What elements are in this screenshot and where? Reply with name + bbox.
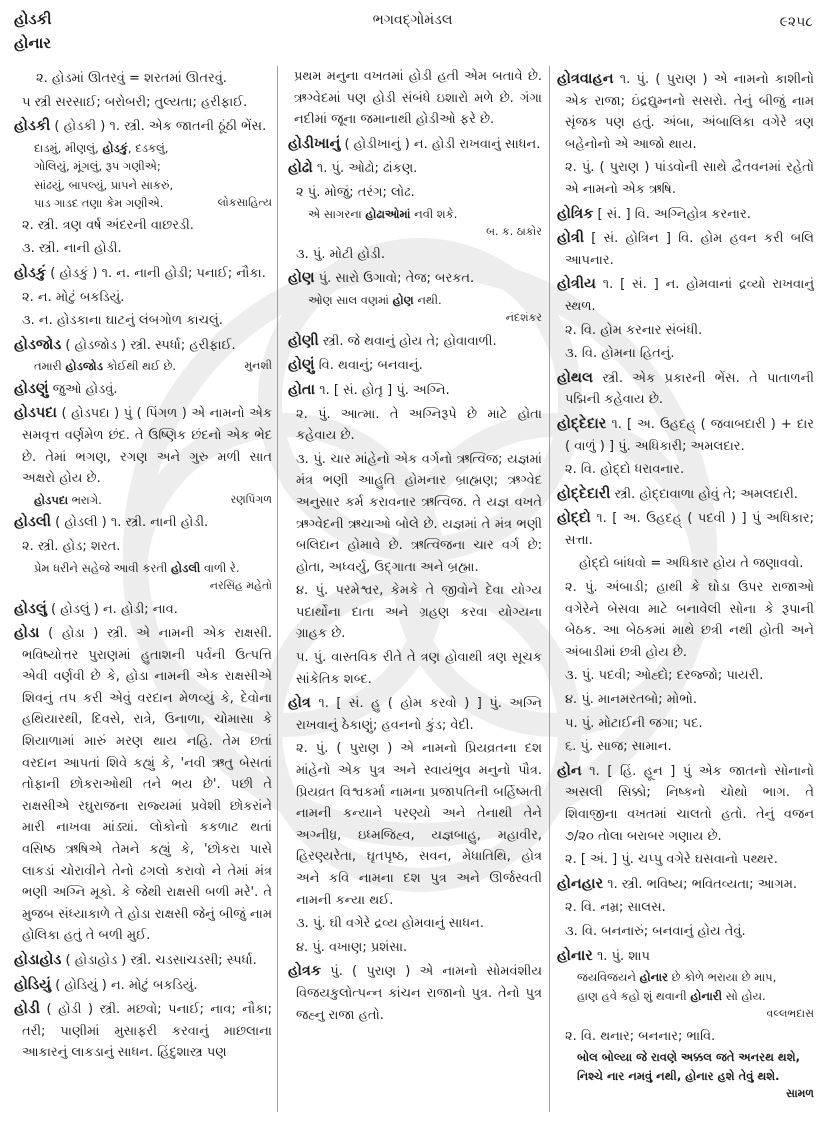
headword: હોડણું: [14, 380, 49, 397]
dictionary-entry: [14, 975, 272, 997]
sense: ૪. પું. પરમેશ્વર, કેમકે તે જીવોને દેવા યોગ્ય પદાર્થોના દાતા અને ગ્રહણ કરવા યોગ્યના ગ્રાહક છે.: [296, 583, 542, 642]
definition: [ સં. હોત્રિન ] વિ. હોમ હવન કરી બલિ આપનાર.: [565, 231, 814, 268]
headword: હોત્રક: [288, 963, 322, 980]
column-divider: [277, 66, 278, 1112]
quotation: [557, 968, 814, 1024]
quote-line: [308, 291, 542, 310]
definition: ૧. પું. ઓઢો; ઢાંકણ.: [316, 161, 418, 177]
column-middle: [288, 66, 542, 1026]
dictionary-entry: [288, 355, 542, 377]
dictionary-entry: [557, 761, 814, 847]
quote-text: સાંઢયું, બાપલ્યું, પ્રાપને સાકરું,: [34, 177, 174, 192]
dictionary-entry: [14, 999, 272, 1064]
definition: સ્ત્રી. હોદ્દાવાળા હોવું તે; અમલદારી.: [614, 486, 798, 502]
headword: હોડજોડ: [14, 336, 62, 353]
definition: ૧. [ સં. ] ન. હોમવાનાં દ્રવ્યો રાખવાનું સ્થળ.: [565, 277, 814, 314]
quotation: [557, 1048, 814, 1104]
dictionary-entry: [557, 368, 814, 411]
citation: રણપિંગળ: [230, 492, 272, 506]
sense: ૨. સ્ત્રી. હોડ; શરત.: [22, 538, 121, 554]
sense: ૩. વિ. બનનારું; બનવાનું હોય તેવું.: [565, 923, 746, 939]
quote-text: પ્રેમ ધરીને સહેજે આવી કરતી: [34, 560, 171, 575]
quote-text: દાડમું, મીણલું,: [34, 140, 103, 155]
definition: સ્ત્રી. જે થવાનું હોય તે; હોવાવાળી.: [322, 333, 497, 349]
quote-keyword: હોડલી: [171, 560, 201, 575]
headword: હોડલું: [14, 600, 47, 617]
dictionary-entry: [14, 335, 272, 357]
quote-text: નવી શકે.: [410, 206, 458, 221]
sense: ૩. પું. પદવી; ઓહ્દો; દરજ્જો; પાયરી.: [565, 668, 764, 684]
sense: ૫. પું. મોટાઈની જગા; પદ.: [565, 715, 703, 731]
dictionary-entry: [557, 946, 814, 968]
sense: ૨. વિ. થનાર; બનનાર; ભાવિ.: [565, 1028, 716, 1044]
citation: નરસિંહ મહેતો: [209, 579, 272, 592]
dictionary-entry: [288, 380, 542, 402]
quote-line: [577, 968, 814, 987]
quote-text: તમારી: [34, 359, 66, 374]
guide-word-last: હોનાર: [14, 34, 52, 52]
sense: ૪. પું. માનમરતબો; મોભો.: [565, 692, 698, 708]
definition: ( હોડા ) સ્ત્રી. એ નામની એક રાક્ષસી. ભવિષ્યોત્તર પુરાણમાં હુતાશની પર્વની ઉત્પત્તિ એવી વર્ણવી છે કે, હોડા નામની એક રાક્ષસીએ શિવનું તપ કરી એવું વરદાન મેળવ્યું કે, દેવોના હથિયારથી, દિવસે, રાત્રે, ઉનાળા, ચોમાસા કે શિયાળામાં મારું મરણ થાય નહિ. તેમ છતાં વરદાન આપતાં શિવે કહ્યું કે, 'નવી ઋતુ બેસતાં તોફાની છોકરાઓથી તને ભય છે'. પછી તે રાક્ષસીએ રઘુરાજના રાજ્યમાં પ્રવેશી છોકરાંને મારી નાખવા માંડ્યાં. લોકોનો કકળાટ થતાં વસિષ્ઠ ઋષિએ તેમને કહ્યું કે, 'છોકરા પાસે લાકડાં ચોરાવીને તેનો ઢગલો કરાવો ને તેમાં મંત્ર ભણી અગ્નિ મૂકો. કે જેથી રાક્ષસી બળી મરે'. તે મુજબ સંધ્યાકાળે તે હોડા રાક્ષસી જેનું બીજું નામ હોલિકા હતું તે બળી મુઈ.: [22, 626, 273, 944]
column-right: [557, 66, 814, 1106]
dictionary-entry: [288, 268, 542, 290]
headword: હોડલી: [14, 514, 52, 531]
definition: ( હોડકું ) ૧. ન. નાની હોડી; પનાઈ; નૌકા.: [50, 265, 266, 281]
quotation: [14, 491, 272, 510]
quote-text: નિશ્ચે નાર નમવું નથી,: [577, 1068, 686, 1083]
definition: ૧. [ હિં. હૂન ] પું એક જાતનો સોનાનો અસલી સિક્કો; નિષ્કનો ચોથો ભાગ. તે શિવાજીના વખતમાં ચાલતો હતો. તેનું વજન ૭/૨૦ તોલા બરાબર ગણાય છે.: [565, 763, 815, 844]
dictionary-entry: [557, 69, 814, 155]
definition: ( હોડલું ) ન. હોડી; નાવ.: [51, 601, 178, 617]
quote-text: પાડ ગાડદ તણા કેમ ગણીએ.: [34, 196, 164, 211]
headword: હોત્રિક: [557, 205, 594, 222]
quote-text: ગોલિયું, મૂંગલું, રૂપ ગણીએ;: [34, 159, 161, 174]
headword: હોડી: [14, 1001, 41, 1018]
definition: ( હોડીખાનું ) ન. હોડી રાખવાનું સાધન.: [344, 136, 541, 152]
quote-keyword: હોનાર: [639, 970, 668, 985]
quote-line: [34, 491, 272, 510]
quote-text: તેવું થશે.: [734, 1068, 780, 1083]
dictionary-entry: [288, 961, 542, 1026]
dictionary-entry: [557, 874, 814, 896]
dictionary-entry: [288, 134, 542, 156]
quotation: [288, 291, 542, 328]
headword: હોઢો: [288, 160, 313, 177]
citation: લોકસાહિત્ય: [217, 196, 272, 210]
sense: ૩. પું. ઘી વગેરે દ્રવ્ય હોમવાનું સાધન.: [296, 916, 484, 932]
quote-line: [308, 205, 542, 224]
quote-line: [34, 357, 272, 376]
idiom: હોદ્દો બાંધવો = અધિકાર હોય તે જણાવવો.: [579, 556, 804, 572]
citation: નંદશંકર: [505, 311, 542, 325]
dictionary-entry: [14, 263, 272, 285]
dictionary-entry: [14, 379, 272, 401]
quote-keyword: હોણ: [392, 292, 414, 307]
definition: ( હોડપદા ) પું ( પિંગળ ) એ નામનો એક સમવૃત્ત વર્ણમેળ છંદ. તે ઉષ્ણિક છંદનો એક ભેદ છે. તેમાં ભગણ, રગણ અને ગુરુ મળી સાત અક્ષરો હોય છે.: [22, 406, 273, 487]
quotation: [14, 139, 272, 213]
quotation: [14, 559, 272, 596]
headword: હોદ્દો: [557, 510, 591, 527]
dictionary-entry: [14, 950, 272, 972]
dictionary-entry: [557, 274, 814, 317]
dictionary-entry: [557, 228, 814, 271]
sense: ૩. ન. હોડકાના ઘાટનું લંબગોળ કાચલું.: [22, 313, 223, 329]
definition: ( હોડિયું ) ન. મોટું બકડિયું.: [55, 977, 198, 993]
headword: હોણ: [288, 270, 315, 287]
definition: ૧. સ્ત્રી. ભવિષ્ય; ભવિતવ્યતા; આગમ.: [607, 876, 798, 892]
sense: ૩. પું. મોટી હોડી.: [296, 246, 385, 262]
quote-text: બોલ બોલ્યા જે રાવણે અક્કલ જતે અનરથ થશે,: [577, 1050, 800, 1065]
dictionary-entry: [14, 403, 272, 489]
dictionary-entry: [14, 512, 272, 534]
sense: ૬. પું. સાજ; સામાન.: [565, 739, 672, 755]
dictionary-entry: [288, 331, 542, 353]
sense: ૩. પું. ચાર માંહેનો એક વર્ગનો ઋત્વિજ; યજ્ઞમાં મંત્ર ભણી આહુતિ હોમનાર બ્રાહ્મણ; ઋગ્વેદ અનુસાર કર્મ કરાવનાર ઋત્વિજ. તે યજ્ઞ વખતે ઋગ્વેદની ઋચાઓ બોલે છે. યજ્ઞમાં તે મંત્ર ભણી બલિદાન હોમાવે છે. ઋત્વિજના ચાર વર્ગ છે: હોતા, અધ્વર્યુ, ઉદ્ગાતા અને બ્રહ્મા.: [296, 451, 542, 575]
quote-line: [577, 1048, 814, 1067]
sense: ૨. [ અં. ] પું. ચપ્પુ વગેરે ઘસવાનો પથ્થર.: [565, 852, 778, 868]
dictionary-entry: [288, 693, 542, 736]
headword: હોડિયું: [14, 976, 52, 993]
definition: ૧. [ સં. હોતૃ ] પું. અગ્નિ.: [319, 382, 450, 398]
quote-line: [34, 157, 272, 176]
quote-line: [34, 559, 272, 578]
definition: વિ. થવાનું; બનવાનું.: [318, 358, 423, 374]
column-left: [14, 66, 272, 1064]
sense: ૨. પું. ( પુરાણ ) એ નામનો પ્રિયવ્રતના દશ માંહેનો એક પુત્ર અને સ્વાયંભુવ મનુનો પૌત્ર. પ્રિયવ્રત વિશ્વકર્મા નામના પ્રજાપતિની બર્હિષ્મતી નામની કન્યાને પરણ્યો અને તેનાથી તેને અગ્નીધ્ર, ઇધ્મજિહ્વ, યજ્ઞબાહુ, મહાવીર, હિરણ્યરેતા, ઘૃતપૃષ્ઠ, સવન, મેધાતિથિ, હોત્ર અને કવિ નામના દશ પુત્ર અને ઊર્જસ્વતી નામની કન્યા થઈ.: [296, 741, 542, 908]
dictionary-entry: [557, 508, 814, 551]
guide-word-first: હોડકી: [14, 10, 52, 28]
headword: હોડકું: [14, 264, 47, 281]
definition: ( હોડાહોડ ) સ્ત્રી. ચડસાચડસી; સ્પર્ધા.: [65, 953, 257, 968]
quote-text: હાણ હવે કહો શું થવાની: [577, 988, 691, 1003]
quote-text: નથી.: [413, 292, 442, 307]
headword: હોત્રવાહન: [557, 71, 614, 87]
idiom: ૨. હોડમાં ઊતરવું = શરતમાં ઊતરવું.: [36, 71, 227, 86]
definition: પું. સારો ઉગાવો; તેજ; બરકત.: [318, 271, 475, 287]
definition: જુઓ હોડવું.: [52, 381, 118, 397]
quote-line: [34, 139, 272, 158]
citation: બ. ક. ઠાકોર: [486, 225, 542, 239]
quotation: [288, 205, 542, 242]
dictionary-entry: [14, 599, 272, 621]
sense: ૨. વિ. હોદ્દો ધરાવનાર.: [565, 462, 685, 478]
headword: હોથલ: [557, 369, 594, 386]
sense: ૨. પું. ( પુરાણ ) પાંડવોની સાથે દ્વૈતવનમાં રહેતો એ નામનો એક ઋષિ.: [565, 160, 814, 197]
quote-line: [577, 1067, 814, 1086]
sense: ૨. પું. અંબાડી; હાથી કે ઘોડા ઉપર રાજાઓ વગેરેને બેસવા માટે બનાવેલી સોના કે રૂપાની બેઠક. આ બેઠકમાં માથે છત્રી નથી હોતી અને અંબાડીમાં છત્રી હોય છે.: [565, 580, 814, 660]
sense: ૩. વિ. હોમના હિતનું.: [565, 346, 675, 362]
definition: સ્ત્રી. એક પ્રકારની ભેંસ. તે પાતાળની પદ્મિની કહેવાય છે.: [565, 370, 814, 408]
sense: ૩. સ્ત્રી. નાની હોડી.: [22, 241, 122, 257]
quote-line: [34, 194, 272, 213]
headword: હોનાર: [557, 947, 593, 964]
definition: ૧. પું. શાપ: [596, 948, 650, 964]
quote-text: ભરાગે.: [68, 492, 102, 507]
quote-keyword: હોનારી: [690, 988, 723, 1003]
page-number: ૯૨૫૮: [779, 14, 813, 30]
definition: [ સં. ] વિ. અગ્નિહોત્ર કરનાર.: [597, 206, 751, 222]
dictionary-entry: [14, 623, 272, 947]
definition: ૧. [ સં. હુ ( હોમ કરવો ) ] પું. અગ્નિ રાખવાનું ઠેકાણું; હવનનો કુંડ; વેદી.: [296, 696, 542, 733]
headword: હોદ્દેદારી: [557, 485, 611, 502]
definition: ૧. [ અ. ઉહદહ્ ( જવાબદારી ) + દાર ( વાળું ) ] પું. અધિકારી; અમલદાર.: [565, 416, 814, 454]
sense: ૫. પું. વાસ્તવિક રીતે તે ત્રણ હોવાથી ત્રણ સૂચક સાંકેતિક શબ્દ.: [296, 650, 542, 687]
headword: હોડપદા: [14, 405, 57, 422]
headword: હોત્ર: [288, 695, 311, 712]
headword: હોડીખાનું: [288, 135, 341, 152]
quote-text: , દડકલું,: [127, 140, 169, 155]
quotation: [14, 357, 272, 376]
definition: ( હોડલી ) ૧. સ્ત્રી. નાની હોડી.: [55, 515, 209, 531]
quote-text: છે કોળે ભરાયા છે માપ,: [667, 970, 777, 985]
definition: ( હોડજોડ ) સ્ત્રી. સ્પર્ધા; હરીફાઈ.: [65, 337, 236, 353]
headword: હોડકી: [14, 118, 51, 135]
quote-text: ઓણ સાલ વણમાં: [308, 292, 393, 307]
quote-keyword: હોનાર હશે: [685, 1068, 735, 1083]
citation: વલ્લભદાસ: [766, 1007, 814, 1021]
quote-line: [34, 176, 272, 195]
sense: ૪. પું. વખાણ; પ્રશંસા.: [296, 939, 408, 955]
entry-continuation: પ્રથમ મનુના વખતમાં હોડી હતી એમ બતાવે છે. ઋગ્વેદમાં પણ હોડી સંબંધે ઇશારો મળે છે. ગંગા નદીમાં જૂના જમાનાથી હોડીઓ ફરે છે.: [294, 69, 542, 128]
definition: પું. ( પુરાણ ) એ નામનો સોમવંશીય વિજયકુલોત્પન્ન કાંચન રાજાનો પુત્ર. તેનો પુત્ર જહ્નુ રાજા હતો.: [296, 964, 542, 1023]
quote-keyword: હોડજોડ: [65, 359, 103, 374]
quote-keyword: હોઢાઓમાં: [365, 206, 411, 221]
definition: ( હોડી ) સ્ત્રી. મછવો; પનાઈ; નાવ; નૌકા; તરી; પાણીમાં મુસાફરી કરવાનું માછલાના આકારનું લાકડાનું સાધન. હિંદુશાસ્ત્ર પણ: [22, 1002, 272, 1061]
sense: ૫ સ્ત્રી સરસાઈ; બરોબરી; તુલ્યતા; હરીફાઈ.: [22, 94, 248, 110]
page-title: ભગવદ્ગોમંડલ: [372, 12, 453, 28]
headword: હોડાહોડ: [14, 952, 62, 968]
sense: ૨. સ્ત્રી. ત્રણ વર્ષ અંદરની વાછરડી.: [22, 217, 194, 233]
quote-text: એ સાગરના: [308, 206, 366, 221]
headword: હોનહાર: [557, 875, 604, 892]
sense: ૨. પું. આત્મા. તે અગ્નિરૂપે છે માટે હોતા કહેવાય છે.: [296, 406, 542, 444]
dictionary-entry: [557, 204, 814, 226]
headword: હોન: [557, 762, 582, 779]
quote-text: જયવિજયને: [577, 970, 640, 985]
column-divider: [549, 66, 550, 1112]
headword: હોત્રીય: [557, 276, 596, 293]
sense: ૨. ન. મોટું બકડિયું.: [22, 289, 125, 305]
headword: હોતા: [288, 381, 316, 398]
headword: હોદ્દેદાર: [557, 415, 607, 432]
headword: હોત્રી: [557, 230, 584, 247]
definition: ( હોડકી ) ૧. સ્ત્રી. એક જાતની ઠૂંઠી ભેંસ.: [54, 119, 267, 135]
sense: ૨ પું. મોજું; તરંગ; લોઢ.: [296, 184, 415, 200]
citation: સામળ: [786, 1087, 814, 1101]
dictionary-entry: [14, 116, 272, 138]
dictionary-entry: [557, 484, 814, 506]
quote-keyword: હોડકું: [102, 140, 128, 155]
quote-text: વાળી રે.: [200, 560, 240, 575]
dictionary-entry: [557, 414, 814, 457]
headword: હોડા: [14, 625, 40, 642]
headword: હોણું: [288, 357, 315, 374]
quote-text: સો હોય.: [722, 988, 766, 1003]
headword: હોણી: [288, 332, 319, 349]
definition: ૧. પું. ( પુરાણ ) એ નામનો કાશીનો એક રાજા; ઇંદ્રદ્યુમ્નનો સસરો. તેનું બીજું નામ સૃંજક પણ હતું. અંબા, અંબાલિકા વગેરે ત્રણ બહેનોનો એ આજો થાય.: [565, 72, 814, 152]
quote-keyword: હોડપદા: [34, 492, 69, 507]
citation: મુનશી: [244, 359, 272, 373]
quote-line: [577, 987, 814, 1006]
quote-text: કોઈથી થઈ છે.: [102, 359, 177, 374]
sense: ૨. વિ. નમ્ર; સાલસ.: [565, 900, 666, 916]
definition: ૧. [ અ. ઉહદહ્ ( પદવી ) ] પું અધિકાર; સત્તા.: [565, 511, 814, 548]
sense: ૨. વિ. હોમ કરનાર સંબંધી.: [565, 322, 703, 338]
dictionary-entry: [288, 158, 542, 180]
